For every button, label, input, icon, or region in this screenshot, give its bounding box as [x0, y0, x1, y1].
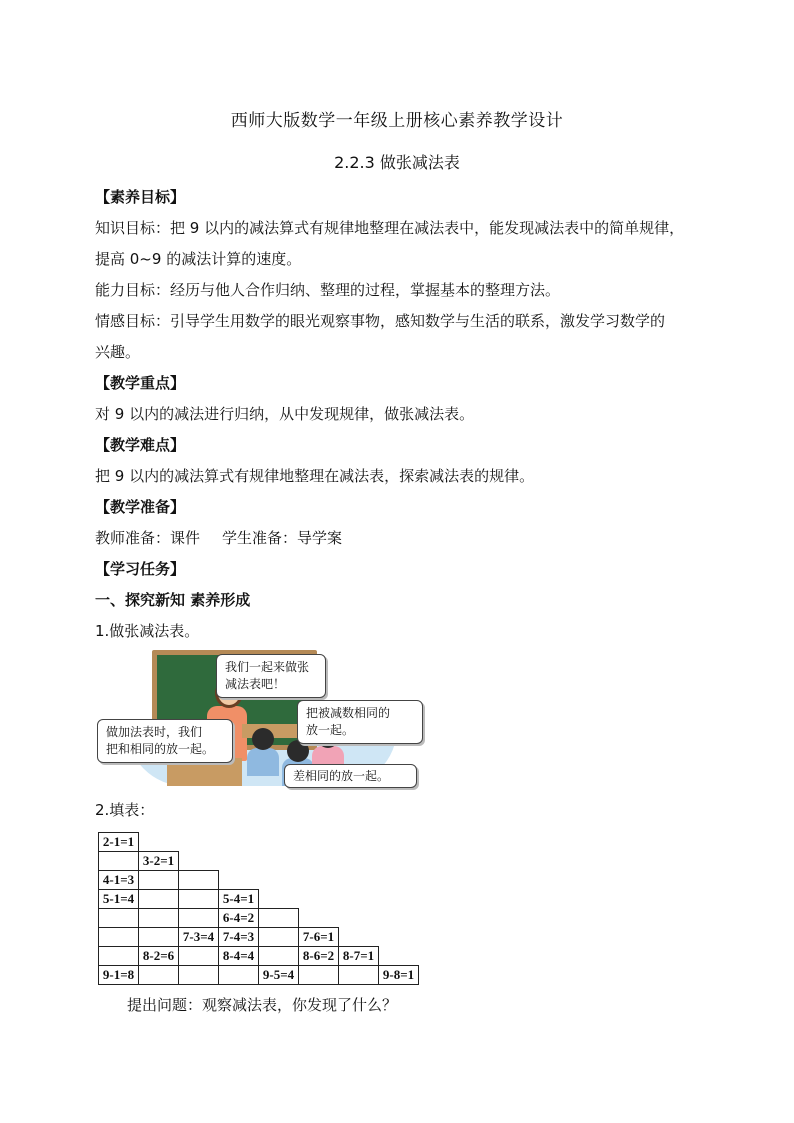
- classroom-illustration: [97, 646, 417, 791]
- empty-space: [139, 833, 179, 852]
- table-cell: 9-8=1: [379, 966, 419, 985]
- empty-space: [299, 833, 339, 852]
- table-cell: [259, 928, 299, 947]
- teacher-preparation: 教师准备：课件: [95, 529, 201, 547]
- table-cell: 7-4=3: [219, 928, 259, 947]
- empty-space: [299, 890, 339, 909]
- table-cell: [99, 947, 139, 966]
- student-figure: [247, 748, 279, 776]
- table-cell: [139, 966, 179, 985]
- table-cell: [259, 947, 299, 966]
- lesson-body: [95, 182, 710, 647]
- key-points-heading: 【教学重点】: [95, 374, 186, 392]
- key-points-text: 对 9 以内的减法进行归纳，从中发现规律，做张减法表。: [95, 405, 475, 423]
- table-cell: [179, 909, 219, 928]
- empty-space: [379, 833, 419, 852]
- table-row: [99, 928, 419, 947]
- student-preparation: 学生准备：导学案: [222, 529, 343, 547]
- step1-text: 1.做张减法表。: [95, 622, 200, 640]
- part1-heading: 一、探究新知 素养形成: [95, 591, 251, 609]
- empty-space: [179, 833, 219, 852]
- empty-space: [379, 928, 419, 947]
- table-row: [99, 852, 419, 871]
- goal-knowledge-line2: 提高 0~9 的减法计算的速度。: [95, 250, 302, 268]
- empty-space: [299, 852, 339, 871]
- table-cell: [99, 909, 139, 928]
- table-row: [99, 966, 419, 985]
- empty-space: [379, 947, 419, 966]
- speech-line: 做加法表时，我们: [106, 725, 203, 739]
- table-cell: [179, 966, 219, 985]
- table-cell: [179, 871, 219, 890]
- empty-space: [179, 852, 219, 871]
- table-row: [99, 833, 419, 852]
- table-row: [99, 871, 419, 890]
- goal-emotion-line1: 情感目标：引导学生用数学的眼光观察事物，感知数学与生活的联系，激发学习数学的: [95, 312, 666, 330]
- empty-space: [339, 909, 379, 928]
- difficult-points-text: 把 9 以内的减法算式有规律地整理在减法表，探索减法表的规律。: [95, 467, 535, 485]
- empty-space: [379, 890, 419, 909]
- table-cell: [139, 928, 179, 947]
- empty-space: [259, 871, 299, 890]
- table-cell: [219, 966, 259, 985]
- speech-line: 减法表吧！: [225, 677, 286, 691]
- student-speech-bubble-minuend: [297, 700, 423, 744]
- empty-space: [299, 871, 339, 890]
- empty-space: [259, 833, 299, 852]
- speech-line: 我们一起来做张: [225, 660, 310, 674]
- preparation-heading: 【教学准备】: [95, 498, 186, 516]
- discussion-question: 提出问题：观察减法表，你发现了什么？: [127, 996, 398, 1014]
- table-cell: 9-5=4: [259, 966, 299, 985]
- speech-line: 放一起。: [306, 723, 355, 737]
- preparation-text: [95, 523, 710, 554]
- goal-emotion-line2: 兴趣。: [95, 343, 141, 361]
- empty-space: [339, 852, 379, 871]
- table-cell: 6-4=2: [219, 909, 259, 928]
- table-cell: 5-1=4: [99, 890, 139, 909]
- student-head: [252, 728, 274, 750]
- empty-space: [339, 833, 379, 852]
- table-cell: [139, 909, 179, 928]
- table-cell: 5-4=1: [219, 890, 259, 909]
- subtraction-table: [98, 832, 419, 985]
- speech-line: 把和相同的放一起。: [106, 742, 215, 756]
- table-cell: [179, 890, 219, 909]
- empty-space: [379, 909, 419, 928]
- speech-line: 把被减数相同的: [306, 706, 391, 720]
- tasks-heading: 【学习任务】: [95, 560, 186, 578]
- table-cell: 8-7=1: [339, 947, 379, 966]
- table-row: [99, 890, 419, 909]
- table-cell: 9-1=8: [99, 966, 139, 985]
- speech-line: 差相同的放一起。: [293, 769, 390, 783]
- empty-space: [259, 890, 299, 909]
- table-cell: 7-6=1: [299, 928, 339, 947]
- table-cell: 8-6=2: [299, 947, 339, 966]
- table-cell: [339, 966, 379, 985]
- table-row: [99, 947, 419, 966]
- goal-knowledge-line1: 知识目标：把 9 以内的减法算式有规律地整理在减法表中，能发现减法表中的简单规律，: [95, 219, 685, 237]
- empty-space: [259, 852, 299, 871]
- table-cell: 4-1=3: [99, 871, 139, 890]
- table-cell: 2-1=1: [99, 833, 139, 852]
- empty-space: [219, 871, 259, 890]
- empty-space: [339, 928, 379, 947]
- table-cell: 8-2=6: [139, 947, 179, 966]
- empty-space: [379, 852, 419, 871]
- goal-ability: 能力目标：经历与他人合作归纳、整理的过程，掌握基本的整理方法。: [95, 281, 561, 299]
- table-cell: [139, 871, 179, 890]
- table-cell: [99, 928, 139, 947]
- table-cell: 8-4=4: [219, 947, 259, 966]
- table-cell: [299, 966, 339, 985]
- empty-space: [219, 833, 259, 852]
- student-speech-bubble-difference: [284, 764, 417, 788]
- empty-space: [219, 852, 259, 871]
- table-cell: [259, 909, 299, 928]
- table-row: [99, 909, 419, 928]
- table-cell: [99, 852, 139, 871]
- teacher-speech-bubble: [216, 654, 326, 698]
- student-speech-bubble-addition: [97, 719, 233, 763]
- step2-text: 2.填表：: [95, 801, 155, 819]
- table-cell: [139, 890, 179, 909]
- empty-space: [339, 871, 379, 890]
- table-cell: 3-2=1: [139, 852, 179, 871]
- empty-space: [379, 871, 419, 890]
- table-cell: 7-3=4: [179, 928, 219, 947]
- document-title: 西师大版数学一年级上册核心素养教学设计: [230, 111, 564, 131]
- table-cell: [179, 947, 219, 966]
- lesson-title: 2.2.3 做张减法表: [334, 153, 460, 172]
- goals-heading: 【素养目标】: [95, 188, 186, 206]
- difficult-points-heading: 【教学难点】: [95, 436, 186, 454]
- empty-space: [339, 890, 379, 909]
- empty-space: [299, 909, 339, 928]
